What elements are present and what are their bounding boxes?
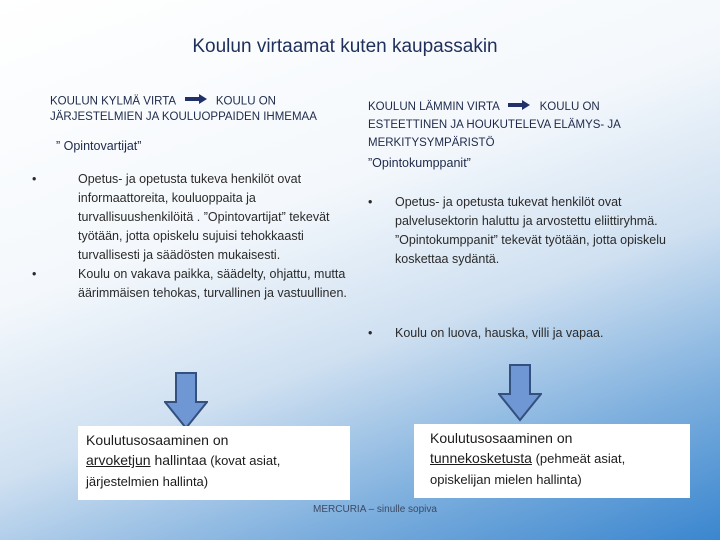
bullet-icon: • — [32, 172, 37, 186]
right-summary-keyword: tunnekosketusta — [430, 450, 532, 466]
left-summary-keyword: arvoketjun — [86, 452, 151, 468]
right-arrow-icon — [185, 94, 207, 109]
left-heading — [50, 94, 350, 154]
bullet-icon: • — [368, 195, 373, 209]
list-item: • Koulu on vakava paikka, säädelty, ohjattu, mutta äärimmäisen tehokas, turvallinen ja vastuullinen. — [32, 267, 347, 300]
right-heading-part-b: KOULU ON — [539, 101, 600, 114]
left-summary-box: Koulutusosaaminen on arvoketjun hallintaa (kovat asiat, järjestelmien hallinta) — [78, 426, 350, 500]
slide-title: Koulun virtaamat kuten kaupassakin — [192, 36, 498, 57]
left-heading-part-a: KOULUN KYLMÄ VIRTA — [50, 95, 176, 108]
right-bullet-list — [368, 193, 687, 343]
right-heading-part-a: KOULUN LÄMMIN VIRTA — [368, 101, 500, 114]
down-arrow-icon — [498, 364, 542, 427]
left-subheading: ” Opintovartijat” — [56, 138, 142, 153]
left-bullet-list — [32, 170, 353, 303]
right-arrow-icon — [508, 98, 530, 116]
footer-text: MERCURIA – sinulle sopiva — [313, 504, 437, 515]
left-heading-part-b: KOULU ON — [215, 95, 276, 108]
list-item: • Opetus- ja opetusta tukeva henkilöt ovat informaattoreita, kouluoppaita ja turvallisuushenkilöitä . ”Opintovartijat” tekevät työtään, jotta opiskelu sujuisi tehokkaasti turvallisesti ja säädösten mukaisesti. — [32, 172, 330, 262]
right-summary-box: Koulutusosaaminen on tunnekosketusta (pehmeät asiat, opiskelijan mielen hallinta) — [414, 424, 690, 498]
right-heading — [368, 98, 668, 172]
left-heading-part-c: JÄRJESTELMIEN JA KOULUOPPAIDEN IHMEMAA — [50, 110, 317, 123]
right-heading-part-c: ESTEETTINEN JA HOUKUTELEVA ELÄMYS- JA MERKITYSYMPÄRISTÖ — [368, 119, 621, 150]
list-item: • Opetus- ja opetusta tukevat henkilöt ovat palvelusektorin haluttu ja arvostettu eliittiryhmä. ”Opintokumppanit” tekevät työtään, jotta opiskelu koskettaa sydäntä. — [368, 195, 666, 266]
bullet-icon: • — [32, 267, 37, 281]
right-subheading: ”Opintokumppanit” — [368, 156, 471, 171]
list-item: • Koulu on luova, hauska, villi ja vapaa. — [395, 324, 687, 343]
bullet-icon: • — [368, 326, 373, 340]
